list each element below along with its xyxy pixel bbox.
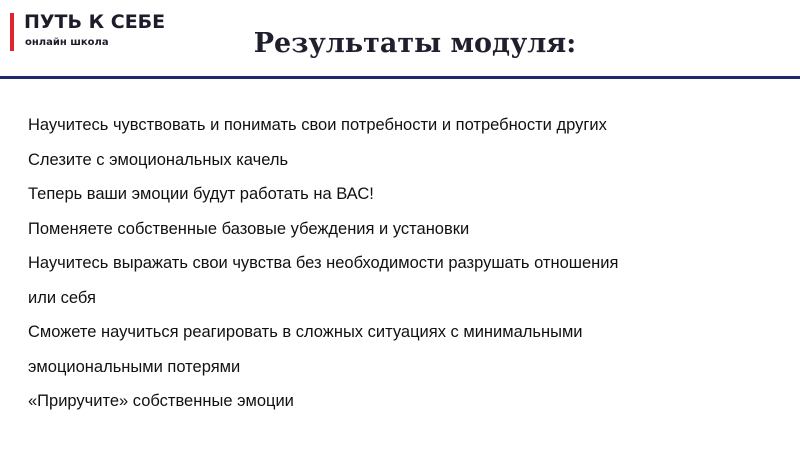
logo-name: ПУТЬ К СЕБЕ [24,11,166,33]
slide-title: Результаты модуля: [253,28,577,59]
results-line: Научитесь выражать свои чувства без необходимости разрушать отношения [28,254,619,272]
results-line: Слезите с эмоциональных качель [28,150,289,169]
results-line: «Приручите» собственные эмоции [28,392,294,410]
results-line: Поменяете собственные базовые убеждения и установки [28,219,470,238]
results-line: эмоциональными потерями [28,357,241,376]
results-line: или себя [28,288,96,307]
logo-accent-bar [10,13,14,51]
logo-subtitle: онлайн школа [25,37,109,48]
results-line: Научитесь чувствовать и понимать свои потребности и потребности других [28,116,607,134]
title-divider [0,76,800,79]
results-line: Сможете научиться реагировать в сложных ситуациях с минимальными [28,323,583,341]
results-line: Теперь ваши эмоции будут работать на ВАС! [28,185,374,203]
results-list [28,108,788,419]
school-logo [10,10,190,54]
